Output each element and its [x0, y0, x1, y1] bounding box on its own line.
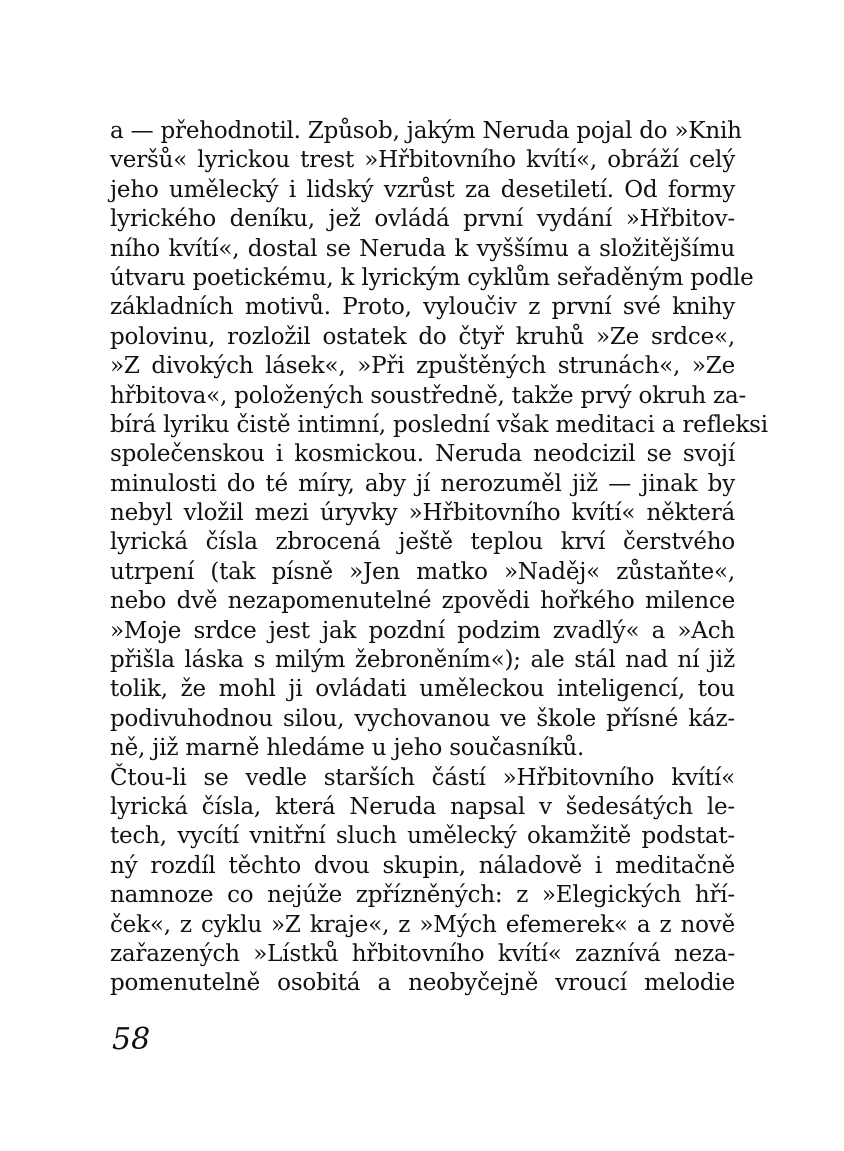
text-line: Čtou-li se vedle starších částí »Hřbitovního kvítí« [110, 764, 735, 791]
text-line: nebo dvě nezapomenutelné zpovědi hořkého milence [110, 588, 735, 615]
text-line: a — přehodnotil. Způsob, jakým Neruda pojal do »Knih [110, 118, 742, 144]
text-line: »Z divokých lásek«, »Při zpuštěných strunách«, »Ze [110, 353, 735, 380]
text-line: základních motivů. Proto, vyloučiv z první své knihy [110, 294, 735, 321]
text-line: lyrická čísla, která Neruda napsal v šedesátých le- [110, 793, 735, 820]
text-line: lyrického deníku, jež ovládá první vydání »Hřbitov- [110, 206, 735, 233]
text-line: ně, již marně hledáme u jeho současníků. [110, 735, 585, 762]
text-line: zařazených »Lístků hřbitovního kvítí« zaznívá neza- [110, 940, 735, 967]
text-line: přišla láska s milým žebroněním«); ale stál nad ní již [110, 647, 735, 674]
text-line: tech, vycítí vnitřní sluch umělecký okamžitě podstat- [110, 823, 735, 850]
text-line: společenskou i kosmickou. Neruda neodcizil se svojí [110, 441, 735, 468]
text-line: podivuhodnou silou, vychovanou ve škole přísné káz- [110, 705, 735, 732]
text-line: jeho umělecký i lidský vzrůst za desetiletí. Od formy [110, 176, 735, 203]
text-line: utrpení (tak písně »Jen matko »Naděj« zůstaňte«, [110, 558, 735, 585]
text-line: nebyl vložil mezi úryvky »Hřbitovního kvítí« některá [110, 500, 735, 527]
text-line: ný rozdíl těchto dvou skupin, náladově i meditačně [110, 852, 735, 879]
page-number: 58 [112, 1022, 151, 1057]
body-text [110, 117, 768, 999]
text-line: minulosti do té míry, aby jí nerozuměl již — jinak by [110, 470, 735, 497]
text-line: bírá lyriku čistě intimní, poslední však meditaci a refleksi [110, 411, 768, 438]
text-line: ního kvítí«, dostal se Neruda k vyššímu a složitějšímu [110, 235, 735, 262]
text-line: veršů« lyrickou trest »Hřbitovního kvítí«, obráží celý [110, 147, 735, 174]
text-line: ček«, z cyklu »Z kraje«, z »Mých efemerek« a z nově [110, 911, 735, 938]
text-line: pomenutelně osobitá a neobyčejně vroucí melodie [110, 970, 735, 997]
text-line: »Moje srdce jest jak pozdní podzim zvadlý« a »Ach [110, 617, 735, 644]
text-line: tolik, že mohl ji ovládati uměleckou inteligencí, tou [110, 676, 735, 703]
text-line: polovinu, rozložil ostatek do čtyř kruhů »Ze srdce«, [110, 323, 735, 350]
text-line: lyrická čísla zbrocená ještě teplou krví čerstvého [110, 529, 735, 556]
text-line: útvaru poetickému, k lyrickým cyklům seřaděným podle [110, 264, 754, 291]
text-line: hřbitova«, položených soustředně, takže prvý okruh za- [110, 382, 747, 409]
text-line: namnoze co nejúže zpřízněných: z »Elegických hří- [110, 882, 735, 909]
